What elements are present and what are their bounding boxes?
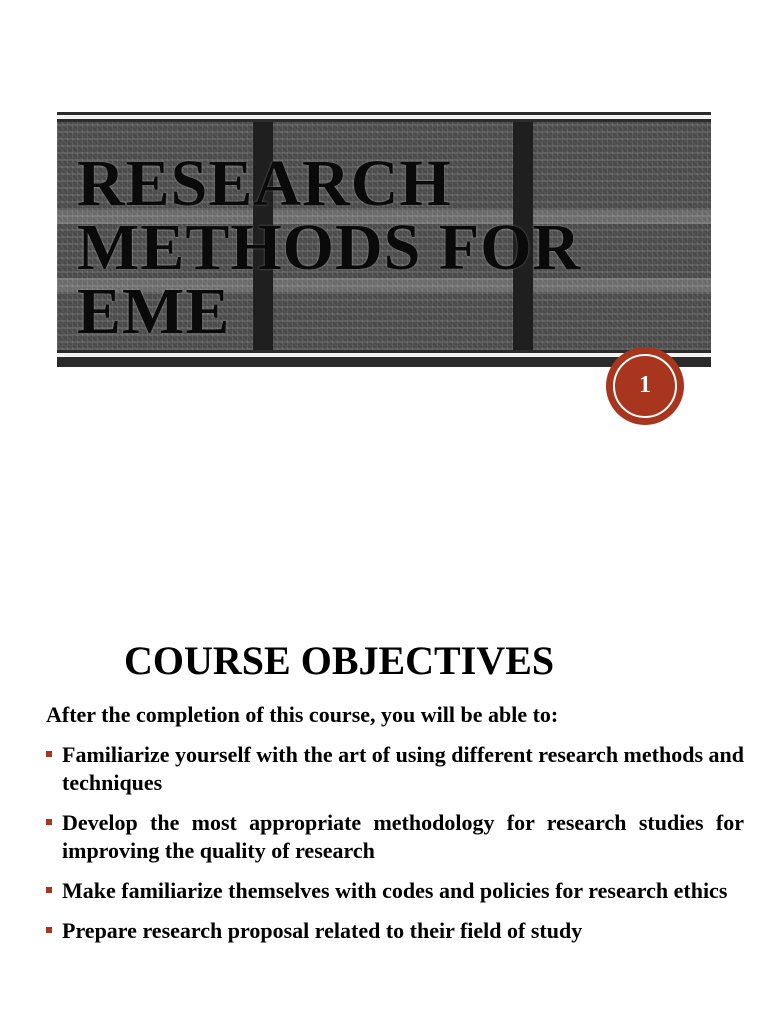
bullet-icon xyxy=(46,887,52,893)
bullet-icon xyxy=(46,819,52,825)
objective-text: Familiarize yourself with the art of using different research methods and techniques xyxy=(62,742,744,795)
objective-item xyxy=(46,917,744,945)
slide-number-badge xyxy=(606,347,684,425)
bullet-icon xyxy=(46,927,52,933)
bullet-icon xyxy=(46,751,52,757)
objective-item xyxy=(46,741,744,797)
objective-item xyxy=(46,877,744,905)
objective-text: Develop the most appropriate methodology for research studies for improving the quality of research xyxy=(62,810,744,863)
objective-text: Make familiarize themselves with codes and policies for research ethics xyxy=(62,878,728,903)
slide-title: RESEARCH METHODS FOR EME xyxy=(77,147,582,348)
banner-rule-top xyxy=(57,115,711,119)
objectives-heading: COURSE OBJECTIVES xyxy=(124,638,555,683)
objective-item xyxy=(46,809,744,865)
slide-number: 1 xyxy=(639,372,651,398)
objectives-list xyxy=(46,741,744,957)
objectives-intro: After the completion of this course, you will be able to: xyxy=(46,702,559,727)
title-banner xyxy=(57,112,711,367)
objective-text: Prepare research proposal related to their field of study xyxy=(62,918,583,943)
